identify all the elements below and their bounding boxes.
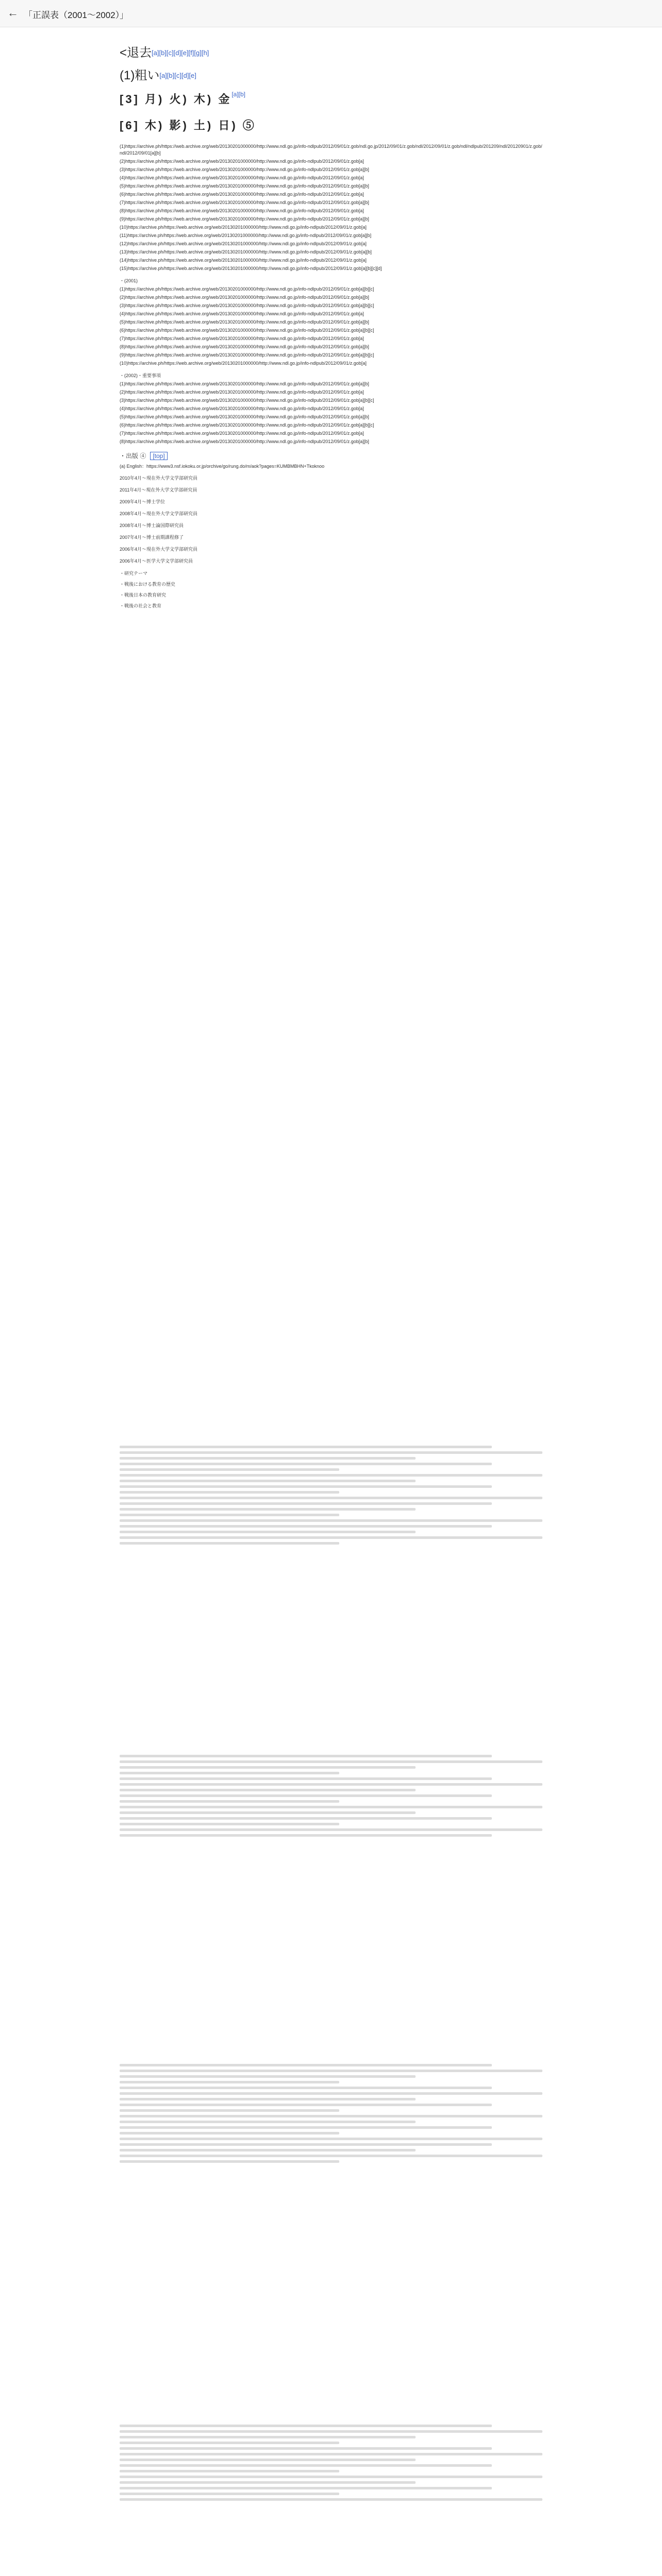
reference-item[interactable]: (6)https://archive.ph/https://web.archive.org/web/20130201000000/http://www.ndl.go.jp/info-ndlpub/2012/09/01/z.gob[a][b][c] bbox=[120, 422, 374, 428]
reference-item[interactable]: (15)https://archive.ph/https://web.archive.org/web/20130201000000/http://www.ndl.go.jp/info-ndlpub/2012/09/01/z.gob[a][b][c][d] bbox=[120, 266, 382, 271]
reference-item[interactable]: (14)https://archive.ph/https://web.archive.org/web/20130201000000/http://www.ndl.go.jp/info-ndlpub/2012/09/01/z.gob[a] bbox=[120, 258, 367, 263]
document-body bbox=[120, 33, 542, 613]
page-title: 「正誤表（2001〜2002）」 bbox=[24, 10, 129, 20]
reference-item[interactable]: (3)https://archive.ph/https://web.archive.org/web/20130201000000/http://www.ndl.go.jp/info-ndlpub/2012/09/01/z.gob[a][b][c] bbox=[120, 303, 374, 308]
paragraph: 2010年4月〜現在外大学文学部研究員 bbox=[120, 476, 198, 481]
reference-item[interactable]: (6)https://archive.ph/https://web.archive.org/web/20130201000000/http://www.ndl.go.jp/info-ndlpub/2012/09/01/z.gob[a] bbox=[120, 192, 364, 197]
illegible-text-region bbox=[120, 1752, 542, 1840]
reference-item[interactable]: (9)https://archive.ph/https://web.archive.org/web/20130201000000/http://www.ndl.go.jp/info-ndlpub/2012/09/01/z.gob[a][b][c] bbox=[120, 352, 374, 358]
heading-line-1-links[interactable]: [a][b][c][d][e][f][g][h] bbox=[152, 49, 209, 57]
illegible-text-region bbox=[120, 2061, 542, 2166]
reference-item[interactable]: (4)https://archive.ph/https://web.archive.org/web/20130201000000/http://www.ndl.go.jp/info-ndlpub/2012/09/01/z.gob[a] bbox=[120, 406, 364, 411]
section-separator-2002: ・(2002)・重要事項 bbox=[120, 373, 161, 378]
char-line-1-links[interactable]: [a][b] bbox=[231, 91, 246, 98]
paragraph: 2006年4月〜現在外大学文学部研究員 bbox=[120, 547, 198, 552]
reference-item[interactable]: (2)https://archive.ph/https://web.archive.org/web/20130201000000/http://www.ndl.go.jp/info-ndlpub/2012/09/01/z.gob[a] bbox=[120, 389, 364, 395]
char-line-2: [6] 木) 影) 土) 日) ⑤ bbox=[120, 119, 256, 132]
paragraph: 2009年4月〜博士学位 bbox=[120, 499, 166, 504]
reference-list-2 bbox=[120, 286, 542, 367]
reference-item[interactable]: (7)https://archive.ph/https://web.archive.org/web/20130201000000/http://www.ndl.go.jp/info-ndlpub/2012/09/01/z.gob[a][b] bbox=[120, 200, 369, 205]
reference-item[interactable]: (6)https://archive.ph/https://web.archive.org/web/20130201000000/http://www.ndl.go.jp/info-ndlpub/2012/09/01/z.gob[a][b][c] bbox=[120, 328, 374, 333]
reference-item[interactable]: (12)https://archive.ph/https://web.archive.org/web/20130201000000/http://www.ndl.go.jp/info-ndlpub/2012/09/01/z.gob[a] bbox=[120, 241, 367, 246]
illegible-text-region bbox=[120, 2421, 542, 2504]
section-heading: ・出版 ④ [top] bbox=[120, 451, 542, 460]
heading-line-2-links[interactable]: [a][b][c][d][e] bbox=[159, 72, 196, 79]
reference-item[interactable]: (7)https://archive.ph/https://web.archive.org/web/20130201000000/http://www.ndl.go.jp/info-ndlpub/2012/09/01/z.gob[a] bbox=[120, 431, 364, 436]
reference-item[interactable]: (1)https://archive.ph/https://web.archive.org/web/20130201000000/http://www.ndl.go.jp/info-ndlpub/2012/09/01/z.gob[a][b] bbox=[120, 381, 369, 386]
bullet-item: ・戦後日本の教育研究 bbox=[120, 592, 167, 598]
reference-item[interactable]: (13)https://archive.ph/https://web.archive.org/web/20130201000000/http://www.ndl.go.jp/info-ndlpub/2012/09/01/z.gob[a][b] bbox=[120, 249, 372, 255]
heading-line-2: (1)粗い[a][b][c][d][e] bbox=[120, 69, 196, 82]
paragraph: (a) English：https://www3.nsf.iokoku.or.jp/orchive/go/rung.do/m/aok?pages=KUMBMBHN+Tkoknoo bbox=[120, 464, 325, 469]
reference-item[interactable]: (7)https://archive.ph/https://web.archive.org/web/20130201000000/http://www.ndl.go.jp/info-ndlpub/2012/09/01/z.gob[a] bbox=[120, 336, 364, 341]
char-line-1: [3] 月) 火) 木) 金[a][b] bbox=[120, 91, 246, 106]
reference-item[interactable]: (1)https://archive.ph/https://web.archive.org/web/20130201000000/http://www.ndl.go.jp/info-ndlpub/2012/09/01/z.gob[a][b][c] bbox=[120, 286, 374, 292]
reference-item[interactable]: (11)https://archive.ph/https://web.archive.org/web/20130201000000/http://www.ndl.go.jp/info-ndlpub/2012/09/01/z.gob[a][b] bbox=[120, 233, 372, 238]
bullet-item: ・戦後の社会と教育 bbox=[120, 603, 162, 608]
reference-item[interactable]: (10)https://archive.ph/https://web.archive.org/web/20130201000000/http://www.ndl.go.jp/info-ndlpub/2012/09/01/z.gob[a] bbox=[120, 225, 367, 230]
reference-item[interactable]: (8)https://archive.ph/https://web.archive.org/web/20130201000000/http://www.ndl.go.jp/info-ndlpub/2012/09/01/z.gob[a] bbox=[120, 208, 364, 213]
reference-item[interactable]: (2)https://archive.ph/https://web.archive.org/web/20130201000000/http://www.ndl.go.jp/info-ndlpub/2012/09/01/z.gob[a][b] bbox=[120, 295, 369, 300]
reference-item[interactable]: (5)https://archive.ph/https://web.archive.org/web/20130201000000/http://www.ndl.go.jp/info-ndlpub/2012/09/01/z.gob[a][b] bbox=[120, 319, 369, 325]
bullet-item: ・研究テーマ bbox=[120, 571, 148, 576]
section-separator-2001: ・(2001) bbox=[120, 278, 138, 283]
bullet-item: ・戦後における教育の歴史 bbox=[120, 582, 176, 587]
top-link[interactable]: [top] bbox=[150, 452, 167, 460]
illegible-text-region bbox=[120, 1443, 542, 1548]
reference-item[interactable]: (1)https://archive.ph/https://web.archive.org/web/20130201000000/http://www.ndl.go.jp/info-ndlpub/2012/09/01/z.gob/ndl.go.jp/2012/09/01/z.gob/ndl/2012/09/01/z.gob/ndl/ndlpub/201209/ndl/20120901/z.gob/ndl/2012/09/01[a][b] bbox=[120, 144, 542, 156]
reference-item[interactable]: (4)https://archive.ph/https://web.archive.org/web/20130201000000/http://www.ndl.go.jp/info-ndlpub/2012/09/01/z.gob[a] bbox=[120, 175, 364, 180]
paragraph: 2011年4月〜現在外大学文学部研究員 bbox=[120, 487, 197, 493]
reference-item[interactable]: (8)https://archive.ph/https://web.archive.org/web/20130201000000/http://www.ndl.go.jp/info-ndlpub/2012/09/01/z.gob[a][b] bbox=[120, 344, 369, 349]
reference-list-1 bbox=[120, 143, 542, 272]
reference-list-3 bbox=[120, 381, 542, 445]
reference-item[interactable]: (9)https://archive.ph/https://web.archive.org/web/20130201000000/http://www.ndl.go.jp/info-ndlpub/2012/09/01/z.gob[a][b] bbox=[120, 216, 369, 222]
reference-item[interactable]: (8)https://archive.ph/https://web.archive.org/web/20130201000000/http://www.ndl.go.jp/info-ndlpub/2012/09/01/z.gob[a][b] bbox=[120, 439, 369, 444]
reference-item[interactable]: (5)https://archive.ph/https://web.archive.org/web/20130201000000/http://www.ndl.go.jp/info-ndlpub/2012/09/01/z.gob[a][b] bbox=[120, 183, 369, 189]
paragraph: 2007年4月〜博士前期課程修了 bbox=[120, 535, 184, 540]
back-arrow-icon[interactable]: ← bbox=[7, 6, 19, 19]
reference-item[interactable]: (3)https://archive.ph/https://web.archive.org/web/20130201000000/http://www.ndl.go.jp/info-ndlpub/2012/09/01/z.gob[a][b] bbox=[120, 167, 369, 172]
paragraph: 2008年4月〜現在外大学文学部研究員 bbox=[120, 511, 198, 516]
reference-item[interactable]: (3)https://archive.ph/https://web.archive.org/web/20130201000000/http://www.ndl.go.jp/info-ndlpub/2012/09/01/z.gob[a][b][c] bbox=[120, 398, 374, 403]
heading-line-1: <退去[a][b][c][d][e][f][g][h] bbox=[120, 46, 209, 60]
reference-item[interactable]: (10)https://archive.ph/https://web.archive.org/web/20130201000000/http://www.ndl.go.jp/info-ndlpub/2012/09/01/z.gob[a] bbox=[120, 361, 367, 366]
reference-item[interactable]: (4)https://archive.ph/https://web.archive.org/web/20130201000000/http://www.ndl.go.jp/info-ndlpub/2012/09/01/z.gob[a] bbox=[120, 311, 364, 316]
reference-item[interactable]: (5)https://archive.ph/https://web.archive.org/web/20130201000000/http://www.ndl.go.jp/info-ndlpub/2012/09/01/z.gob[a][b] bbox=[120, 414, 369, 419]
paragraph: 2008年4月〜博士論国際研究員 bbox=[120, 523, 184, 528]
top-bar bbox=[0, 0, 662, 27]
paragraph: 2006年4月〜医学大学文学部研究員 bbox=[120, 558, 193, 564]
reference-item[interactable]: (2)https://archive.ph/https://web.archive.org/web/20130201000000/http://www.ndl.go.jp/info-ndlpub/2012/09/01/z.gob[a] bbox=[120, 159, 364, 164]
